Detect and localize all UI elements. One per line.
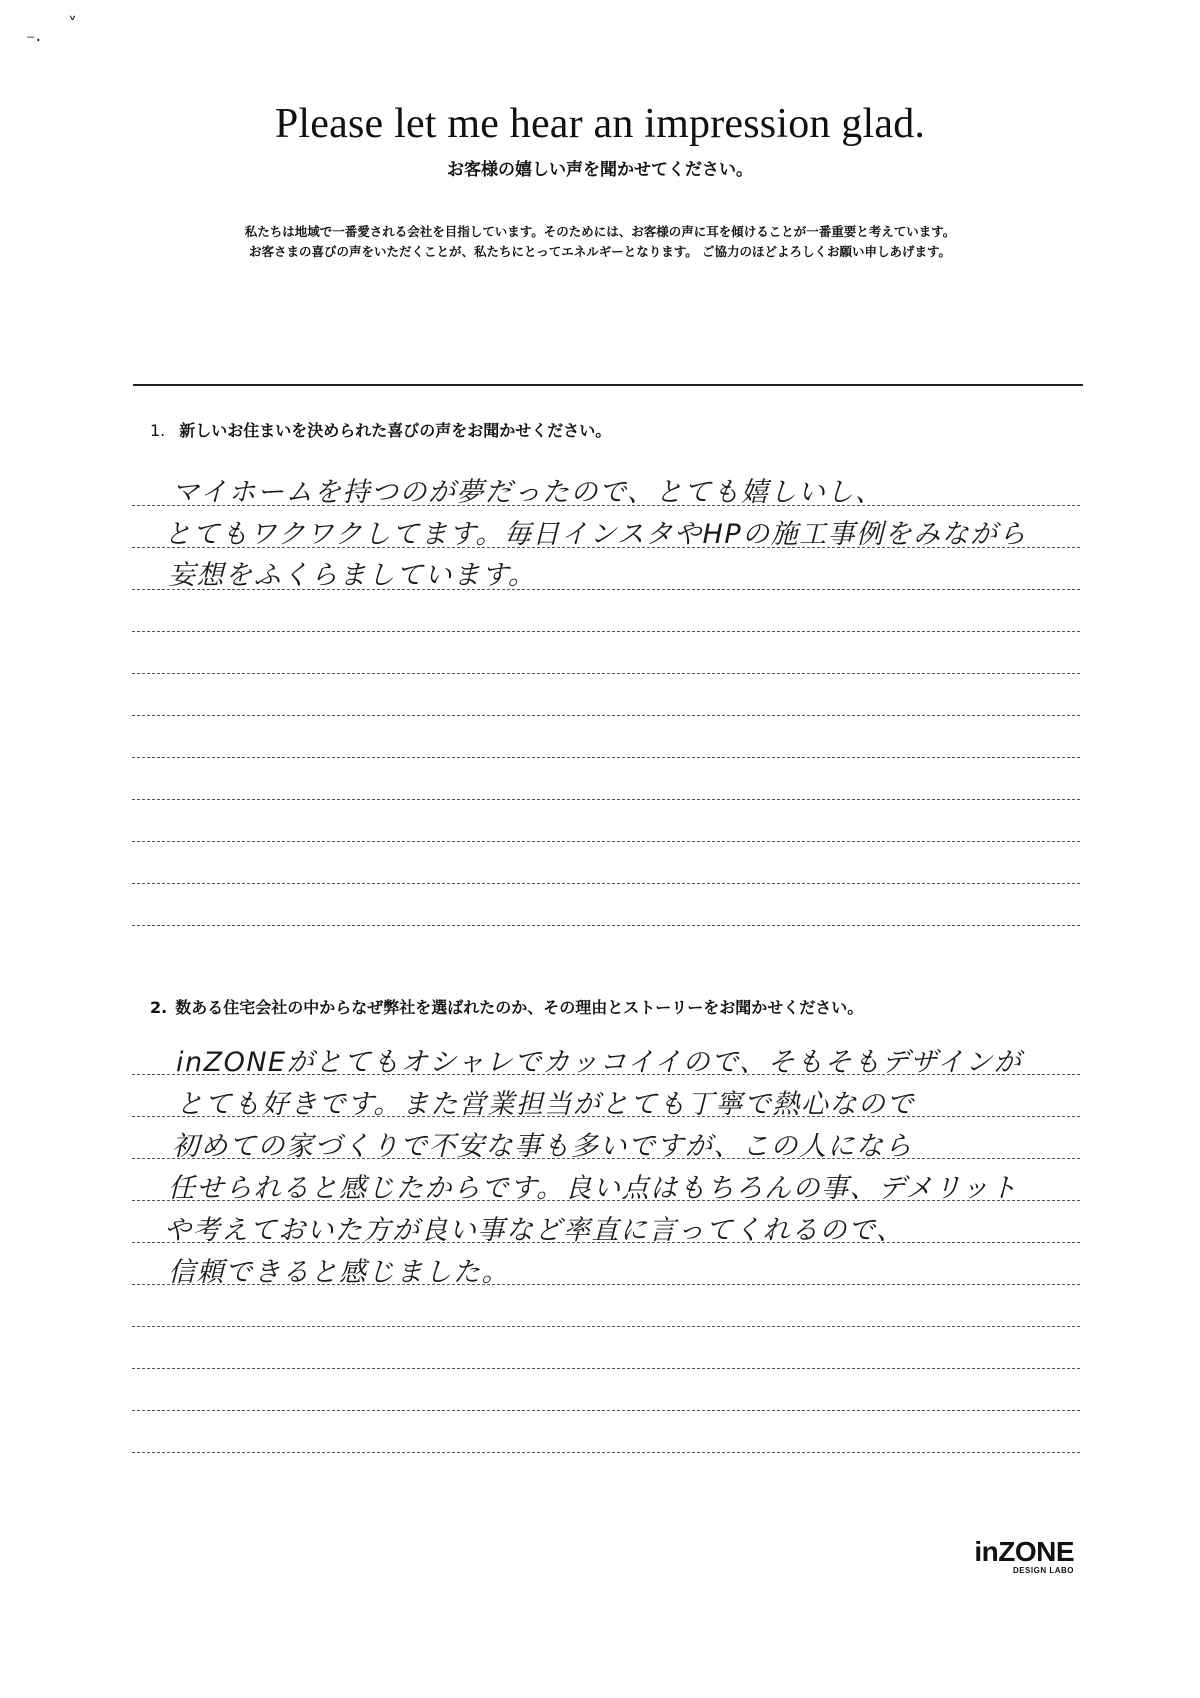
logo-prefix: in bbox=[974, 1536, 999, 1567]
ruled-line bbox=[132, 1326, 1080, 1327]
ruled-line bbox=[132, 1410, 1080, 1411]
answer-1-line: とてもワクワクしてます。毎日インスタやHPの施工事例をみながら bbox=[164, 519, 1028, 550]
question-1 bbox=[150, 418, 611, 441]
ruled-line bbox=[132, 757, 1080, 758]
ruled-line bbox=[132, 673, 1080, 674]
logo-main: ZONE bbox=[998, 1536, 1074, 1567]
ruled-line bbox=[132, 1452, 1080, 1453]
ruled-line bbox=[132, 799, 1080, 800]
page-title-japanese: お客様の嬉しい声を聞かせてください。 bbox=[447, 160, 753, 180]
ruled-line bbox=[132, 631, 1080, 632]
intro-line-2: お客さまの喜びの声をいただくことが、私たちにとってエネルギーとなります。 ご協力のほどよろしくお願い申しあげます。 bbox=[248, 244, 952, 259]
scan-speck-mark: ⁻· bbox=[26, 30, 42, 51]
answer-1-line: 妄想をふくらましています。 bbox=[168, 560, 537, 591]
ruled-line bbox=[132, 841, 1080, 842]
answer-2-line: 任せられると感じたからです。良い点はもちろんの事、デメリット bbox=[168, 1173, 1019, 1204]
answer-2-line: inZONEがとてもオシャレでカッコイイので、そもそもデザインが bbox=[176, 1047, 1023, 1078]
answer-2-line: や考えておいた方が良い事など率直に言ってくれるので、 bbox=[164, 1215, 905, 1246]
inzone-logo bbox=[974, 1538, 1074, 1576]
intro-line-1: 私たちは地域で一番愛される会社を目指しています。そのためには、お客様の声に耳を傾けることが一番重要と考えています。 bbox=[244, 224, 956, 239]
question-2-number: 2. bbox=[150, 998, 168, 1017]
question-1-number: 1. bbox=[150, 421, 166, 440]
section-divider bbox=[133, 384, 1083, 386]
scan-speck-mark: ˅ bbox=[68, 14, 77, 35]
logo-wordmark bbox=[974, 1538, 1074, 1566]
intro-text bbox=[0, 222, 1200, 262]
answer-2-line: とても好きです。また営業担当がとても丁寧で熱心なので bbox=[176, 1089, 915, 1120]
page-title-english: Please let me hear an impression glad. bbox=[274, 101, 926, 147]
answer-1-line: マイホームを持つのが夢だったので、とても嬉しいし、 bbox=[172, 477, 884, 508]
question-2-text: 数ある住宅会社の中からなぜ弊社を選ばれたのか、その理由とストーリーをお聞かせください。 bbox=[175, 998, 864, 1017]
ruled-line bbox=[132, 883, 1080, 884]
answer-2-line: 初めての家づくりで不安な事も多いですが、この人になら bbox=[172, 1131, 913, 1162]
ruled-line bbox=[132, 715, 1080, 716]
ruled-line bbox=[132, 1368, 1080, 1369]
question-2 bbox=[150, 995, 863, 1018]
ruled-line bbox=[132, 925, 1080, 926]
answer-2-line: 信頼できると感じました。 bbox=[168, 1257, 510, 1288]
question-1-text: 新しいお住まいを決められた喜びの声をお聞かせください。 bbox=[179, 421, 612, 440]
logo-tagline: DESIGN LABO bbox=[1012, 1566, 1074, 1575]
